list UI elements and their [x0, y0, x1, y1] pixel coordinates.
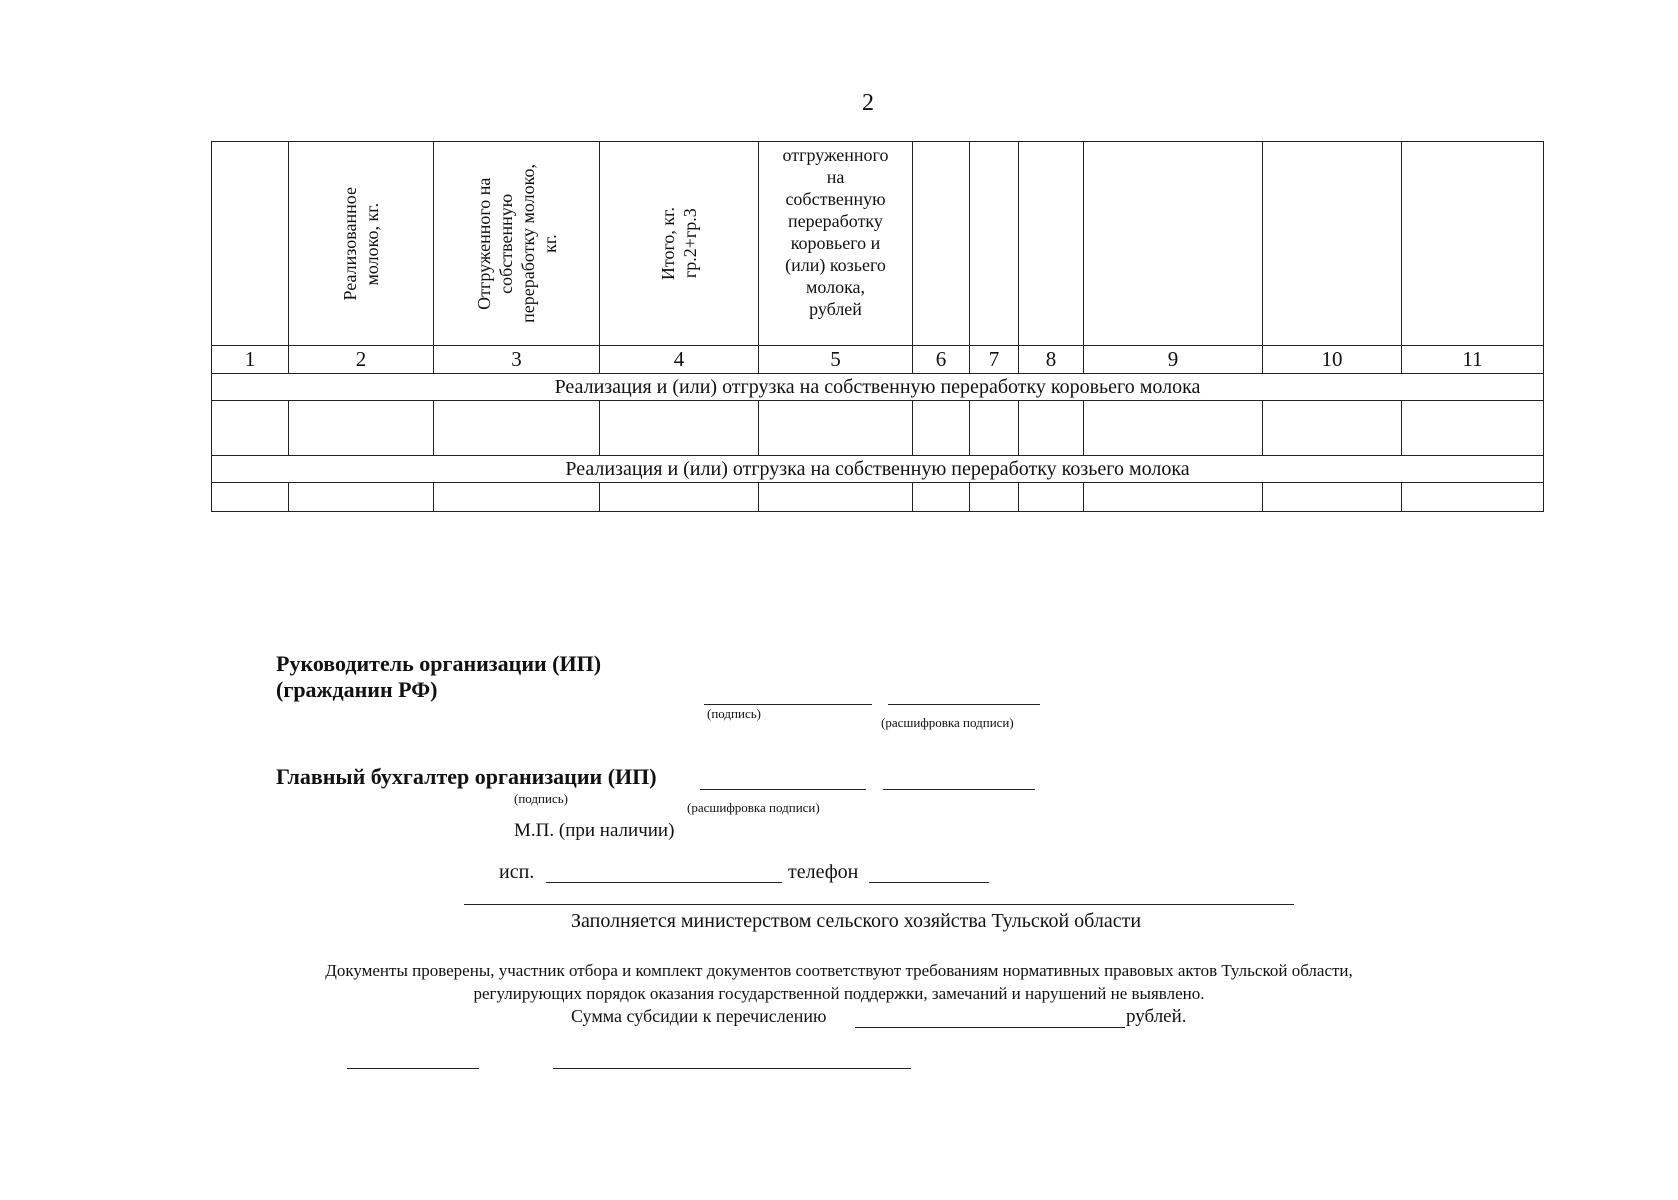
table-cell[interactable] — [1402, 483, 1544, 512]
table-cell[interactable] — [434, 401, 600, 456]
table-cell[interactable] — [212, 401, 289, 456]
table-cell[interactable] — [1263, 401, 1402, 456]
check-text-line2: регулирующих порядок оказания государственной поддержки, замечаний и нарушений не выявлено. — [473, 984, 1205, 1003]
header-cell-5 — [759, 142, 913, 346]
section-row-cow — [212, 374, 1544, 401]
column-number: 8 — [1019, 346, 1084, 374]
accountant-decoding-line[interactable] — [883, 789, 1035, 790]
header-cell-7 — [970, 142, 1019, 346]
table-cell[interactable] — [913, 483, 970, 512]
table-cell[interactable] — [1019, 483, 1084, 512]
table-cell[interactable] — [913, 401, 970, 456]
section-title-goat: Реализация и (или) отгрузка на собственную переработку козьего молока — [212, 456, 1544, 483]
table-cell[interactable] — [1402, 401, 1544, 456]
check-text-line1: Документы проверены, участник отбора и комплект документов соответствуют требованиям нормативных правовых актов Тульской области, — [325, 961, 1353, 980]
column-number: 7 — [970, 346, 1019, 374]
table-cell[interactable] — [1084, 483, 1263, 512]
column-number: 5 — [759, 346, 913, 374]
table-cell[interactable] — [1084, 401, 1263, 456]
column-number: 10 — [1263, 346, 1402, 374]
header-cell-10 — [1263, 142, 1402, 346]
header-cell-2 — [289, 142, 434, 346]
header-shipped-milk: Отгруженного на собственную переработку молоко, кг. — [473, 164, 560, 323]
column-number: 1 — [212, 346, 289, 374]
stamp-label: М.П. (при наличии) — [514, 820, 675, 841]
accountant-signature-caption: (подпись) — [514, 791, 568, 806]
page-number: 2 — [862, 90, 874, 116]
ministry-decoding-line[interactable] — [553, 1068, 911, 1069]
column-number-row — [212, 346, 1544, 374]
table-cell[interactable] — [759, 401, 913, 456]
table-cell[interactable] — [600, 483, 759, 512]
column-number: 4 — [600, 346, 759, 374]
header-cell-4 — [600, 142, 759, 346]
executor-line[interactable] — [546, 882, 782, 883]
subsidy-table — [211, 141, 1544, 512]
phone-line[interactable] — [869, 882, 989, 883]
head-signature-line[interactable] — [704, 704, 872, 705]
table-cell[interactable] — [289, 483, 434, 512]
table-cell[interactable] — [970, 483, 1019, 512]
header-total: Итого, кг. гр.2+гр.3 — [658, 206, 700, 281]
header-sold-milk: Реализованное молоко, кг. — [340, 186, 382, 301]
ministry-filled-by: Заполняется министерством сельского хозяйства Тульской области — [571, 910, 1142, 932]
table-header-row — [212, 142, 1544, 346]
column-number: 3 — [434, 346, 600, 374]
table-cell[interactable] — [759, 483, 913, 512]
header-shipped-rubles: отгруженного на собственную переработку коровьего и (или) козьего молока, рублей — [782, 145, 889, 319]
head-decoding-line[interactable] — [888, 704, 1040, 705]
header-cell-1 — [212, 142, 289, 346]
head-signature-caption: (подпись) — [707, 706, 761, 721]
header-cell-8 — [1019, 142, 1084, 346]
subsidy-sum-unit: рублей. — [1126, 1006, 1187, 1027]
head-decoding-caption: (расшифровка подписи) — [881, 715, 1014, 730]
divider-line — [464, 904, 1294, 905]
table-cell[interactable] — [212, 483, 289, 512]
table-cell[interactable] — [434, 483, 600, 512]
phone-label: телефон — [788, 861, 859, 883]
header-cell-6 — [913, 142, 970, 346]
header-cell-3 — [434, 142, 600, 346]
table-cell[interactable] — [600, 401, 759, 456]
head-title-line1: Руководитель организации (ИП) — [276, 651, 602, 676]
section-title-cow: Реализация и (или) отгрузка на собственную переработку коровьего молока — [212, 374, 1544, 401]
column-number: 11 — [1402, 346, 1544, 374]
ministry-signature-line[interactable] — [347, 1068, 479, 1069]
table-row — [212, 401, 1544, 456]
column-number: 9 — [1084, 346, 1263, 374]
header-cell-11 — [1402, 142, 1544, 346]
table-row — [212, 483, 1544, 512]
column-number: 2 — [289, 346, 434, 374]
accountant-title: Главный бухгалтер организации (ИП) — [276, 764, 657, 789]
header-cell-9 — [1084, 142, 1263, 346]
table-cell[interactable] — [289, 401, 434, 456]
subsidy-sum-label: Сумма субсидии к перечислению — [571, 1006, 827, 1026]
section-row-goat — [212, 456, 1544, 483]
executor-label: исп. — [499, 861, 535, 883]
table-cell[interactable] — [1019, 401, 1084, 456]
head-title — [276, 651, 601, 703]
column-number: 6 — [913, 346, 970, 374]
subsidy-sum-line[interactable] — [855, 1027, 1125, 1028]
accountant-decoding-caption: (расшифровка подписи) — [687, 800, 820, 815]
head-title-line2: (гражданин РФ) — [276, 677, 438, 702]
table-cell[interactable] — [970, 401, 1019, 456]
accountant-signature-line[interactable] — [700, 789, 866, 790]
table-cell[interactable] — [1263, 483, 1402, 512]
